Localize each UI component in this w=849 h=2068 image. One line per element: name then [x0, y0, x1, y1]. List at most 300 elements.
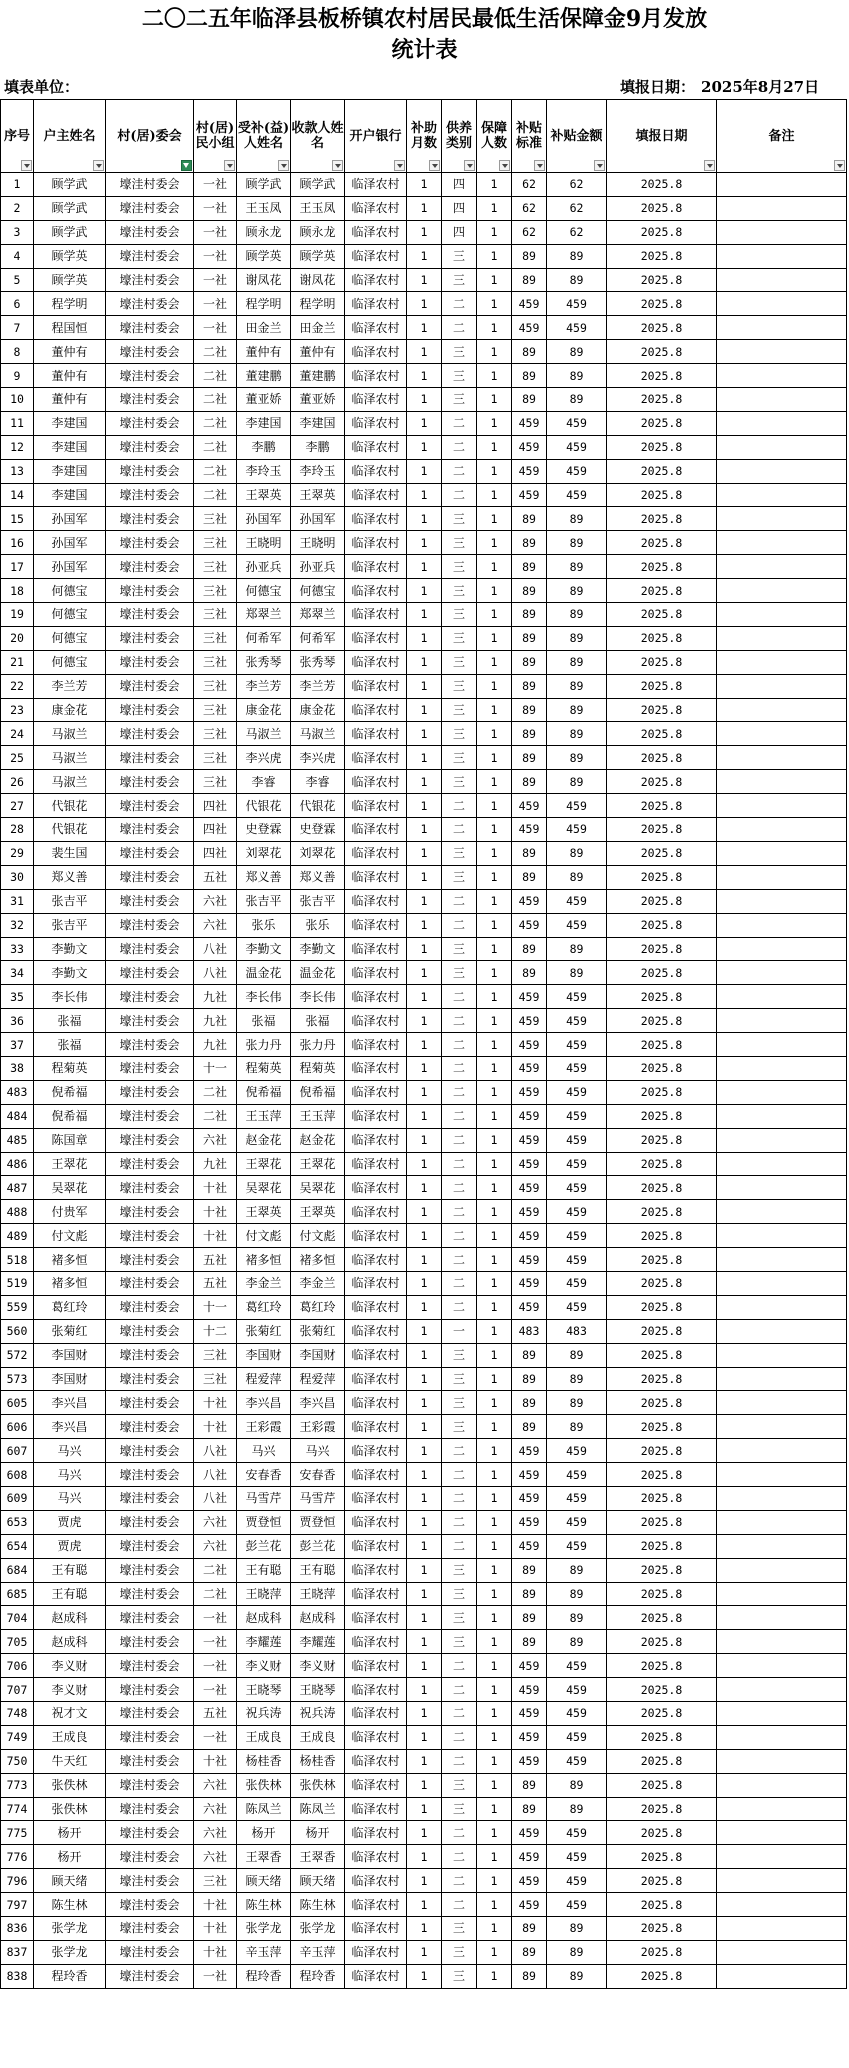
table-cell[interactable]: 壕洼村委会: [106, 268, 194, 292]
table-cell[interactable]: 1: [1, 173, 34, 197]
table-cell[interactable]: 二社: [194, 1582, 237, 1606]
table-cell[interactable]: [717, 722, 847, 746]
table-cell[interactable]: 李睿: [237, 770, 291, 794]
table-cell[interactable]: 2025.8: [607, 626, 717, 650]
table-cell[interactable]: 八社: [194, 1463, 237, 1487]
table-cell[interactable]: 89: [512, 1582, 547, 1606]
table-cell[interactable]: 孙国军: [34, 507, 106, 531]
table-cell[interactable]: 2025.8: [607, 1439, 717, 1463]
table-cell[interactable]: 1: [477, 1654, 512, 1678]
table-cell[interactable]: 2025.8: [607, 889, 717, 913]
table-cell[interactable]: 1: [407, 1797, 442, 1821]
table-cell[interactable]: 三社: [194, 507, 237, 531]
table-cell[interactable]: [717, 292, 847, 316]
table-cell[interactable]: 刘翠花: [291, 841, 345, 865]
table-cell[interactable]: 685: [1, 1582, 34, 1606]
table-cell[interactable]: 1: [477, 1702, 512, 1726]
table-cell[interactable]: 1: [477, 531, 512, 555]
table-cell[interactable]: 62: [512, 196, 547, 220]
table-cell[interactable]: 六社: [194, 1797, 237, 1821]
table-cell[interactable]: 89: [512, 770, 547, 794]
table-cell[interactable]: 程国恒: [34, 316, 106, 340]
table-cell[interactable]: 32: [1, 913, 34, 937]
table-cell[interactable]: 1: [407, 459, 442, 483]
table-cell[interactable]: 三: [442, 388, 477, 412]
table-cell[interactable]: 张福: [34, 1009, 106, 1033]
table-cell[interactable]: 19: [1, 603, 34, 627]
table-cell[interactable]: 1: [407, 483, 442, 507]
table-cell[interactable]: 459: [512, 459, 547, 483]
table-cell[interactable]: [717, 698, 847, 722]
table-cell[interactable]: 二: [442, 435, 477, 459]
table-cell[interactable]: 二: [442, 1128, 477, 1152]
filter-active-icon[interactable]: [181, 160, 192, 171]
table-cell[interactable]: 1: [407, 340, 442, 364]
table-cell[interactable]: 35: [1, 985, 34, 1009]
table-cell[interactable]: 临泽农村: [345, 818, 407, 842]
table-cell[interactable]: [717, 483, 847, 507]
header-cell[interactable]: 开户银行: [345, 100, 407, 173]
table-cell[interactable]: 临泽农村: [345, 1773, 407, 1797]
table-cell[interactable]: 1: [407, 244, 442, 268]
table-cell[interactable]: 葛红玲: [237, 1295, 291, 1319]
table-cell[interactable]: 459: [547, 1534, 607, 1558]
table-cell[interactable]: 1: [407, 865, 442, 889]
table-cell[interactable]: 二: [442, 818, 477, 842]
table-cell[interactable]: [717, 985, 847, 1009]
table-cell[interactable]: 1: [477, 220, 512, 244]
table-cell[interactable]: 三: [442, 1367, 477, 1391]
table-cell[interactable]: 89: [547, 531, 607, 555]
table-cell[interactable]: 89: [547, 507, 607, 531]
header-cell[interactable]: 补助月数: [407, 100, 442, 173]
table-cell[interactable]: 葛红玲: [291, 1295, 345, 1319]
table-cell[interactable]: 1: [407, 1463, 442, 1487]
table-cell[interactable]: 三: [442, 507, 477, 531]
table-cell[interactable]: 1: [407, 1630, 442, 1654]
table-cell[interactable]: 609: [1, 1486, 34, 1510]
table-cell[interactable]: [717, 459, 847, 483]
table-cell[interactable]: 459: [547, 1248, 607, 1272]
table-cell[interactable]: 1: [407, 1654, 442, 1678]
table-cell[interactable]: 608: [1, 1463, 34, 1487]
table-cell[interactable]: 何德宝: [291, 579, 345, 603]
table-cell[interactable]: 十社: [194, 1917, 237, 1941]
table-cell[interactable]: 临泽农村: [345, 388, 407, 412]
table-cell[interactable]: 2025.8: [607, 1152, 717, 1176]
table-cell[interactable]: 李鹏: [291, 435, 345, 459]
table-cell[interactable]: 489: [1, 1224, 34, 1248]
table-cell[interactable]: 1: [477, 1845, 512, 1869]
table-cell[interactable]: 田金兰: [237, 316, 291, 340]
table-cell[interactable]: 吴翠花: [237, 1176, 291, 1200]
table-cell[interactable]: 葛红玲: [34, 1295, 106, 1319]
table-cell[interactable]: [717, 1343, 847, 1367]
table-cell[interactable]: 代银花: [34, 818, 106, 842]
table-cell[interactable]: 三: [442, 1964, 477, 1988]
table-cell[interactable]: 2025.8: [607, 1009, 717, 1033]
table-cell[interactable]: 14: [1, 483, 34, 507]
table-cell[interactable]: 1: [407, 1893, 442, 1917]
table-cell[interactable]: 1: [477, 196, 512, 220]
table-cell[interactable]: 十社: [194, 1749, 237, 1773]
table-cell[interactable]: [717, 1893, 847, 1917]
table-cell[interactable]: 89: [547, 388, 607, 412]
table-cell[interactable]: 1: [407, 1033, 442, 1057]
table-cell[interactable]: 559: [1, 1295, 34, 1319]
table-cell[interactable]: 李国财: [34, 1343, 106, 1367]
table-cell[interactable]: 临泽农村: [345, 1415, 407, 1439]
table-cell[interactable]: 壕洼村委会: [106, 1463, 194, 1487]
table-cell[interactable]: 壕洼村委会: [106, 1415, 194, 1439]
table-cell[interactable]: 89: [547, 1558, 607, 1582]
table-cell[interactable]: 1: [477, 1534, 512, 1558]
table-cell[interactable]: 六社: [194, 1773, 237, 1797]
table-cell[interactable]: 707: [1, 1678, 34, 1702]
table-cell[interactable]: 临泽农村: [345, 1271, 407, 1295]
header-cell[interactable]: 供养类别: [442, 100, 477, 173]
header-cell[interactable]: 备注: [717, 100, 847, 173]
table-cell[interactable]: 临泽农村: [345, 1749, 407, 1773]
table-cell[interactable]: 张乐: [291, 913, 345, 937]
table-cell[interactable]: 三: [442, 626, 477, 650]
table-cell[interactable]: 775: [1, 1821, 34, 1845]
table-cell[interactable]: 壕洼村委会: [106, 1773, 194, 1797]
table-cell[interactable]: 1: [477, 1128, 512, 1152]
table-cell[interactable]: 壕洼村委会: [106, 411, 194, 435]
table-cell[interactable]: 康金花: [291, 698, 345, 722]
table-cell[interactable]: 三社: [194, 555, 237, 579]
table-cell[interactable]: 十一: [194, 1056, 237, 1080]
table-cell[interactable]: 1: [477, 1224, 512, 1248]
table-cell[interactable]: 1: [407, 268, 442, 292]
table-cell[interactable]: 89: [512, 937, 547, 961]
table-cell[interactable]: 1: [477, 579, 512, 603]
table-cell[interactable]: [717, 1582, 847, 1606]
table-cell[interactable]: 谢凤花: [291, 268, 345, 292]
table-cell[interactable]: 1: [477, 1606, 512, 1630]
table-cell[interactable]: 62: [512, 173, 547, 197]
table-cell[interactable]: [717, 1033, 847, 1057]
table-cell[interactable]: 二: [442, 1104, 477, 1128]
header-cell[interactable]: 补贴金额: [547, 100, 607, 173]
table-cell[interactable]: [717, 340, 847, 364]
table-cell[interactable]: 临泽农村: [345, 173, 407, 197]
table-cell[interactable]: [717, 1606, 847, 1630]
table-cell[interactable]: 1: [477, 1439, 512, 1463]
table-cell[interactable]: 89: [512, 1797, 547, 1821]
table-cell[interactable]: 89: [547, 1630, 607, 1654]
table-cell[interactable]: 三: [442, 937, 477, 961]
table-cell[interactable]: 张菊红: [34, 1319, 106, 1343]
table-cell[interactable]: 2025.8: [607, 1367, 717, 1391]
table-cell[interactable]: 康金花: [237, 698, 291, 722]
table-cell[interactable]: 壕洼村委会: [106, 1534, 194, 1558]
table-cell[interactable]: 李国财: [237, 1343, 291, 1367]
table-cell[interactable]: 1: [407, 1391, 442, 1415]
table-cell[interactable]: 李兰芳: [34, 674, 106, 698]
table-cell[interactable]: 三: [442, 1940, 477, 1964]
table-cell[interactable]: 张学龙: [237, 1917, 291, 1941]
table-cell[interactable]: [717, 1510, 847, 1534]
table-cell[interactable]: 张佚林: [291, 1773, 345, 1797]
table-cell[interactable]: 二: [442, 1869, 477, 1893]
table-cell[interactable]: 吴翠花: [34, 1176, 106, 1200]
table-cell[interactable]: 二: [442, 316, 477, 340]
table-cell[interactable]: 临泽农村: [345, 650, 407, 674]
table-cell[interactable]: 临泽农村: [345, 1630, 407, 1654]
table-cell[interactable]: 王晓明: [237, 531, 291, 555]
table-cell[interactable]: 1: [477, 1319, 512, 1343]
table-cell[interactable]: 临泽农村: [345, 1319, 407, 1343]
table-cell[interactable]: 张菊红: [291, 1319, 345, 1343]
table-cell[interactable]: 38: [1, 1056, 34, 1080]
table-cell[interactable]: 2025.8: [607, 1534, 717, 1558]
table-cell[interactable]: 壕洼村委会: [106, 1248, 194, 1272]
table-cell[interactable]: 1: [477, 1343, 512, 1367]
table-cell[interactable]: 459: [547, 292, 607, 316]
table-cell[interactable]: 2025.8: [607, 1773, 717, 1797]
table-cell[interactable]: [717, 1439, 847, 1463]
table-cell[interactable]: 2025.8: [607, 818, 717, 842]
table-cell[interactable]: 459: [547, 818, 607, 842]
table-cell[interactable]: 89: [547, 1797, 607, 1821]
table-cell[interactable]: 2025.8: [607, 1128, 717, 1152]
table-cell[interactable]: 壕洼村委会: [106, 1486, 194, 1510]
table-cell[interactable]: 2025.8: [607, 1248, 717, 1272]
table-cell[interactable]: 1: [407, 1128, 442, 1152]
table-cell[interactable]: 壕洼村委会: [106, 459, 194, 483]
table-cell[interactable]: 1: [477, 411, 512, 435]
table-cell[interactable]: 459: [512, 292, 547, 316]
table-cell[interactable]: 459: [547, 1439, 607, 1463]
table-cell[interactable]: 2025.8: [607, 1654, 717, 1678]
table-cell[interactable]: 王翠英: [291, 1200, 345, 1224]
table-cell[interactable]: [717, 841, 847, 865]
table-cell[interactable]: 459: [512, 794, 547, 818]
table-cell[interactable]: 壕洼村委会: [106, 1678, 194, 1702]
table-cell[interactable]: 王翠香: [291, 1845, 345, 1869]
table-cell[interactable]: 董建鹏: [237, 364, 291, 388]
table-cell[interactable]: 15: [1, 507, 34, 531]
table-cell[interactable]: 1: [477, 1964, 512, 1988]
table-cell[interactable]: 二: [442, 411, 477, 435]
table-cell[interactable]: 杨开: [34, 1845, 106, 1869]
table-cell[interactable]: [717, 1964, 847, 1988]
table-cell[interactable]: 二社: [194, 459, 237, 483]
table-cell[interactable]: 13: [1, 459, 34, 483]
table-cell[interactable]: 459: [512, 316, 547, 340]
table-cell[interactable]: 459: [547, 1176, 607, 1200]
table-cell[interactable]: 临泽农村: [345, 1080, 407, 1104]
table-cell[interactable]: 1: [477, 1415, 512, 1439]
table-cell[interactable]: 62: [547, 220, 607, 244]
table-cell[interactable]: 653: [1, 1510, 34, 1534]
table-cell[interactable]: 2025.8: [607, 244, 717, 268]
table-cell[interactable]: 459: [547, 1224, 607, 1248]
table-cell[interactable]: 89: [547, 626, 607, 650]
table-cell[interactable]: 2025.8: [607, 579, 717, 603]
table-cell[interactable]: 459: [512, 411, 547, 435]
table-cell[interactable]: 89: [547, 1343, 607, 1367]
table-cell[interactable]: 临泽农村: [345, 1463, 407, 1487]
table-cell[interactable]: 1: [407, 1248, 442, 1272]
table-cell[interactable]: 贾虎: [34, 1510, 106, 1534]
table-cell[interactable]: 1: [477, 1463, 512, 1487]
table-cell[interactable]: 王成良: [237, 1725, 291, 1749]
table-cell[interactable]: 89: [547, 722, 607, 746]
table-cell[interactable]: 倪希福: [34, 1104, 106, 1128]
filter-dropdown-icon[interactable]: [224, 160, 235, 171]
table-cell[interactable]: 459: [512, 1845, 547, 1869]
table-cell[interactable]: 1: [477, 722, 512, 746]
table-cell[interactable]: 2025.8: [607, 961, 717, 985]
table-cell[interactable]: 壕洼村委会: [106, 722, 194, 746]
table-cell[interactable]: 程爱萍: [291, 1367, 345, 1391]
table-cell[interactable]: 459: [512, 1128, 547, 1152]
table-cell[interactable]: 459: [547, 459, 607, 483]
table-cell[interactable]: 459: [547, 1678, 607, 1702]
table-cell[interactable]: 89: [512, 244, 547, 268]
table-cell[interactable]: 1: [407, 531, 442, 555]
table-cell[interactable]: 31: [1, 889, 34, 913]
table-cell[interactable]: 一社: [194, 1606, 237, 1630]
table-cell[interactable]: 459: [547, 1654, 607, 1678]
table-cell[interactable]: 马淑兰: [237, 722, 291, 746]
table-cell[interactable]: 临泽农村: [345, 483, 407, 507]
table-cell[interactable]: 二社: [194, 1558, 237, 1582]
table-cell[interactable]: [717, 961, 847, 985]
table-cell[interactable]: 2025.8: [607, 1343, 717, 1367]
table-cell[interactable]: 壕洼村委会: [106, 1893, 194, 1917]
table-cell[interactable]: 祝兵涛: [237, 1702, 291, 1726]
table-cell[interactable]: 2025.8: [607, 1702, 717, 1726]
table-cell[interactable]: 壕洼村委会: [106, 220, 194, 244]
table-cell[interactable]: 2025.8: [607, 1295, 717, 1319]
table-cell[interactable]: 750: [1, 1749, 34, 1773]
table-cell[interactable]: 1: [477, 650, 512, 674]
table-cell[interactable]: 王玉凤: [291, 196, 345, 220]
table-cell[interactable]: 壕洼村委会: [106, 1797, 194, 1821]
table-cell[interactable]: 二: [442, 1678, 477, 1702]
table-cell[interactable]: [717, 1009, 847, 1033]
table-cell[interactable]: 张吉平: [291, 889, 345, 913]
table-cell[interactable]: 董亚娇: [291, 388, 345, 412]
table-cell[interactable]: 89: [512, 865, 547, 889]
table-cell[interactable]: 安春香: [237, 1463, 291, 1487]
table-cell[interactable]: 临泽农村: [345, 1176, 407, 1200]
table-cell[interactable]: 陈凤兰: [291, 1797, 345, 1821]
table-cell[interactable]: 临泽农村: [345, 722, 407, 746]
table-cell[interactable]: 临泽农村: [345, 507, 407, 531]
table-cell[interactable]: 李勤文: [34, 961, 106, 985]
table-cell[interactable]: 二社: [194, 388, 237, 412]
table-cell[interactable]: 李兰芳: [237, 674, 291, 698]
table-cell[interactable]: 89: [547, 698, 607, 722]
table-cell[interactable]: 张学龙: [34, 1917, 106, 1941]
table-cell[interactable]: 1: [407, 1056, 442, 1080]
table-cell[interactable]: 1: [407, 985, 442, 1009]
table-cell[interactable]: 459: [512, 1152, 547, 1176]
table-cell[interactable]: 张学龙: [291, 1917, 345, 1941]
table-cell[interactable]: 壕洼村委会: [106, 388, 194, 412]
table-cell[interactable]: 2025.8: [607, 1391, 717, 1415]
table-cell[interactable]: 董亚娇: [237, 388, 291, 412]
table-cell[interactable]: 王晓明: [291, 531, 345, 555]
table-cell[interactable]: 王翠英: [237, 1200, 291, 1224]
table-cell[interactable]: 706: [1, 1654, 34, 1678]
table-cell[interactable]: 临泽农村: [345, 1654, 407, 1678]
table-cell[interactable]: 临泽农村: [345, 579, 407, 603]
table-cell[interactable]: 壕洼村委会: [106, 961, 194, 985]
table-cell[interactable]: 三社: [194, 1343, 237, 1367]
table-cell[interactable]: 贾登恒: [237, 1510, 291, 1534]
table-cell[interactable]: 2025.8: [607, 507, 717, 531]
table-cell[interactable]: 1: [477, 1486, 512, 1510]
table-cell[interactable]: 临泽农村: [345, 1725, 407, 1749]
table-cell[interactable]: [717, 1128, 847, 1152]
table-cell[interactable]: 459: [512, 985, 547, 1009]
table-cell[interactable]: 四: [442, 196, 477, 220]
table-cell[interactable]: 89: [512, 340, 547, 364]
table-cell[interactable]: 89: [512, 531, 547, 555]
table-cell[interactable]: 1: [407, 1964, 442, 1988]
table-cell[interactable]: 壕洼村委会: [106, 1224, 194, 1248]
table-cell[interactable]: 三: [442, 1797, 477, 1821]
table-cell[interactable]: 1: [407, 937, 442, 961]
table-cell[interactable]: 马淑兰: [34, 746, 106, 770]
table-cell[interactable]: 459: [547, 1128, 607, 1152]
table-cell[interactable]: 五社: [194, 1702, 237, 1726]
table-cell[interactable]: 十二: [194, 1319, 237, 1343]
table-cell[interactable]: 459: [547, 1463, 607, 1487]
table-cell[interactable]: 1: [407, 388, 442, 412]
table-cell[interactable]: 温金花: [291, 961, 345, 985]
table-cell[interactable]: 1: [407, 507, 442, 531]
table-cell[interactable]: 杨桂香: [291, 1749, 345, 1773]
table-cell[interactable]: 临泽农村: [345, 1439, 407, 1463]
table-cell[interactable]: 临泽农村: [345, 1367, 407, 1391]
table-cell[interactable]: [717, 316, 847, 340]
table-cell[interactable]: 459: [512, 1749, 547, 1773]
table-cell[interactable]: 壕洼村委会: [106, 650, 194, 674]
table-cell[interactable]: 二: [442, 1439, 477, 1463]
table-cell[interactable]: 1: [407, 435, 442, 459]
table-cell[interactable]: 89: [512, 1391, 547, 1415]
table-cell[interactable]: 一社: [194, 1678, 237, 1702]
table-cell[interactable]: 祝才文: [34, 1702, 106, 1726]
table-cell[interactable]: [717, 626, 847, 650]
table-cell[interactable]: [717, 1200, 847, 1224]
table-cell[interactable]: 王翠英: [291, 483, 345, 507]
table-cell[interactable]: 顾天绪: [237, 1869, 291, 1893]
table-cell[interactable]: 1: [477, 1893, 512, 1917]
table-cell[interactable]: 459: [547, 1080, 607, 1104]
table-cell[interactable]: 临泽农村: [345, 626, 407, 650]
table-cell[interactable]: 十社: [194, 1415, 237, 1439]
table-cell[interactable]: 李勤文: [34, 937, 106, 961]
table-cell[interactable]: 1: [477, 841, 512, 865]
table-cell[interactable]: 9: [1, 364, 34, 388]
table-cell[interactable]: 25: [1, 746, 34, 770]
table-cell[interactable]: 459: [512, 1033, 547, 1057]
table-cell[interactable]: [717, 865, 847, 889]
table-cell[interactable]: 顾天绪: [34, 1869, 106, 1893]
table-cell[interactable]: [717, 244, 847, 268]
table-cell[interactable]: 1: [477, 1391, 512, 1415]
table-cell[interactable]: 518: [1, 1248, 34, 1272]
table-cell[interactable]: [717, 937, 847, 961]
